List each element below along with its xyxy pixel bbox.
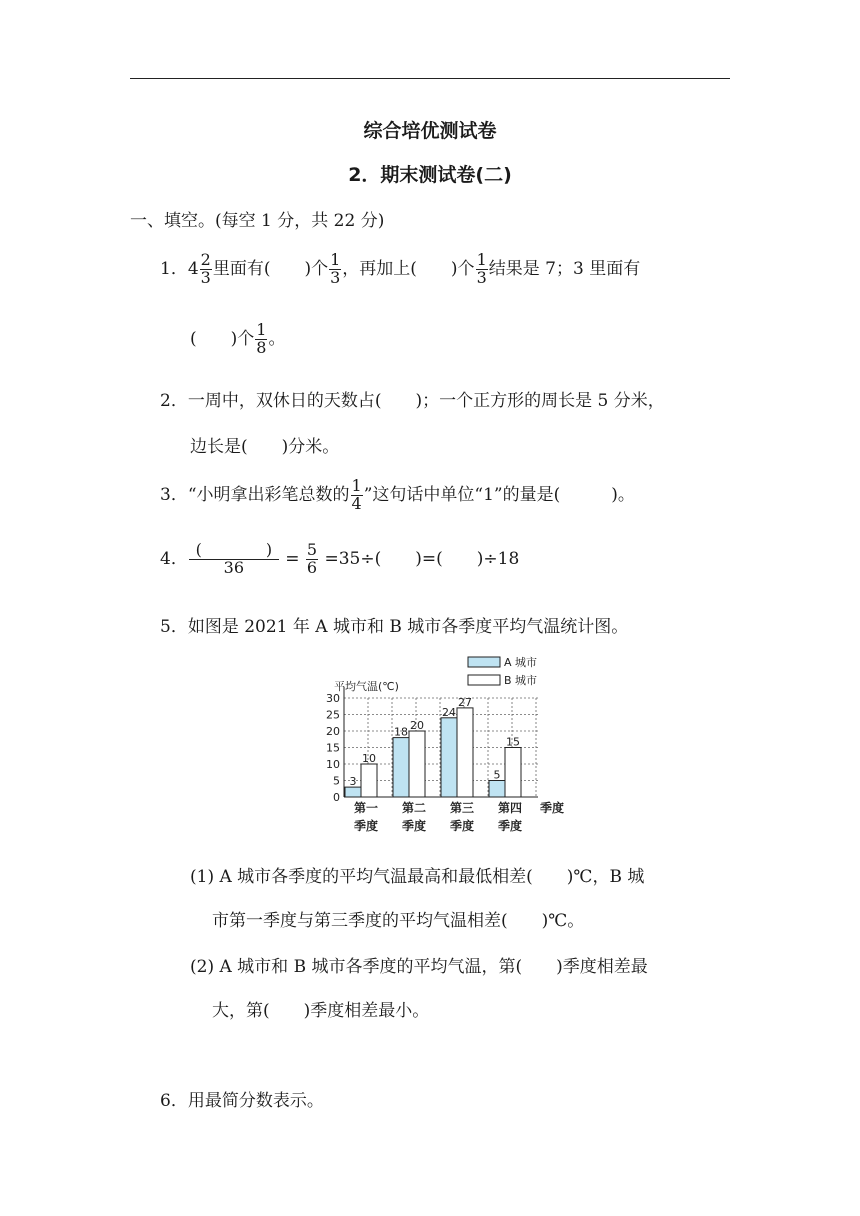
bar-value-label: 27 <box>458 695 472 709</box>
temperature-bar-chart <box>310 652 580 837</box>
question-1-line1 <box>160 252 640 287</box>
question-6: 6．用最简分数表示。 <box>160 1091 324 1111</box>
question-3 <box>160 478 635 513</box>
question-5-1-line2: 市第一季度与第三季度的平均气温相差( )℃。 <box>212 911 585 931</box>
legend-label-a: A 城市 <box>504 656 538 669</box>
text-run: ，再加上( )个 <box>342 258 475 279</box>
bar-value-label: 10 <box>362 752 376 765</box>
y-tick-label: 20 <box>326 725 340 738</box>
y-tick-label: 5 <box>333 774 340 788</box>
y-axis-label: 平均气温(℃) <box>334 680 399 693</box>
x-tick-label: 季度 <box>401 819 427 833</box>
fraction-blank: $\frac{( )}{36}$ <box>189 542 279 577</box>
text-run: ( )个 <box>190 328 255 349</box>
y-tick-label: 25 <box>326 708 340 722</box>
question-1-number: 1． <box>160 258 188 279</box>
legend-swatch-b <box>468 675 500 685</box>
bar-value-label: 18 <box>394 725 408 739</box>
text-run: 3．“小明拿出彩笔总数的 <box>160 484 350 505</box>
bar-value-label: 20 <box>410 719 424 732</box>
page-subtitle: 2．期末测试卷(二) <box>348 164 512 186</box>
equals-sign: = <box>285 548 300 569</box>
bar-b <box>505 748 521 798</box>
x-tick-label: 季度 <box>497 819 523 833</box>
text-run: ”这句话中单位“1”的量是( )。 <box>363 484 635 505</box>
bar-value-label: 5 <box>493 768 501 782</box>
question-4 <box>160 542 519 577</box>
bar-value-label: 3 <box>349 775 357 789</box>
y-tick-label: 10 <box>326 758 340 771</box>
question-5-1-line1: (1) A 城市各季度的平均气温最高和最低相差( )℃，B 城 <box>190 867 645 887</box>
question-5-2-line1: (2) A 城市和 B 城市各季度的平均气温，第( )季度相差最 <box>190 957 648 977</box>
fraction: $\frac{1}{3}$ <box>330 250 341 287</box>
bar-b <box>409 731 425 797</box>
text-run: 结果是 7；3 里面有 <box>488 258 641 279</box>
fraction: $\frac{1}{3}$ <box>476 250 487 287</box>
bar-value-label: 24 <box>442 705 456 719</box>
fraction: $\frac{2}{3}$ <box>200 250 211 287</box>
x-tick-label: 第三 <box>449 801 475 815</box>
bar-a <box>345 787 361 797</box>
fraction: $\frac{1}{4}$ <box>351 476 362 513</box>
bar-a <box>489 781 505 798</box>
question-5: 5．如图是 2021 年 A 城市和 B 城市各季度平均气温统计图。 <box>160 617 629 637</box>
question-4-number: 4． <box>160 548 188 569</box>
fraction: $\frac{1}{8}$ <box>256 320 267 357</box>
y-tick-label: 15 <box>326 741 340 755</box>
x-tick-label: 第二 <box>401 801 427 815</box>
page-title: 综合培优测试卷 <box>363 120 497 142</box>
bar-value-label: 15 <box>506 735 520 749</box>
x-tick-label: 季度 <box>449 819 475 833</box>
question-2-line1: 2．一周中，双休日的天数占( )；一个正方形的周长是 5 分米， <box>160 391 665 411</box>
question-1-line2 <box>190 322 285 357</box>
top-rule <box>130 78 730 79</box>
bar-a <box>441 718 457 797</box>
y-tick-label: 30 <box>326 692 340 705</box>
text-run: 里面有( )个 <box>212 258 329 279</box>
legend-swatch-a <box>468 657 500 667</box>
fraction: $\frac{5}{6}$ <box>306 540 318 577</box>
x-axis-label: 季度 <box>540 801 565 815</box>
mixed-number-whole: 4 <box>187 258 199 279</box>
y-tick-label: 0 <box>333 791 340 804</box>
legend-label-b: B 城市 <box>504 674 538 687</box>
question-5-2-line2: 大，第( )季度相差最小。 <box>212 1001 430 1021</box>
x-tick-label: 第一 <box>353 801 379 815</box>
bar-a <box>393 738 409 797</box>
text-run: 。 <box>268 328 286 349</box>
x-tick-label: 第四 <box>497 801 523 815</box>
section-heading: 一、填空。(每空 1 分，共 22 分) <box>130 211 385 231</box>
question-2-line2: 边长是( )分米。 <box>190 437 340 457</box>
bar-b <box>361 764 377 797</box>
text-run: =35÷( )=( )÷18 <box>324 548 520 569</box>
x-tick-label: 季度 <box>353 819 379 833</box>
bar-b <box>457 708 473 797</box>
